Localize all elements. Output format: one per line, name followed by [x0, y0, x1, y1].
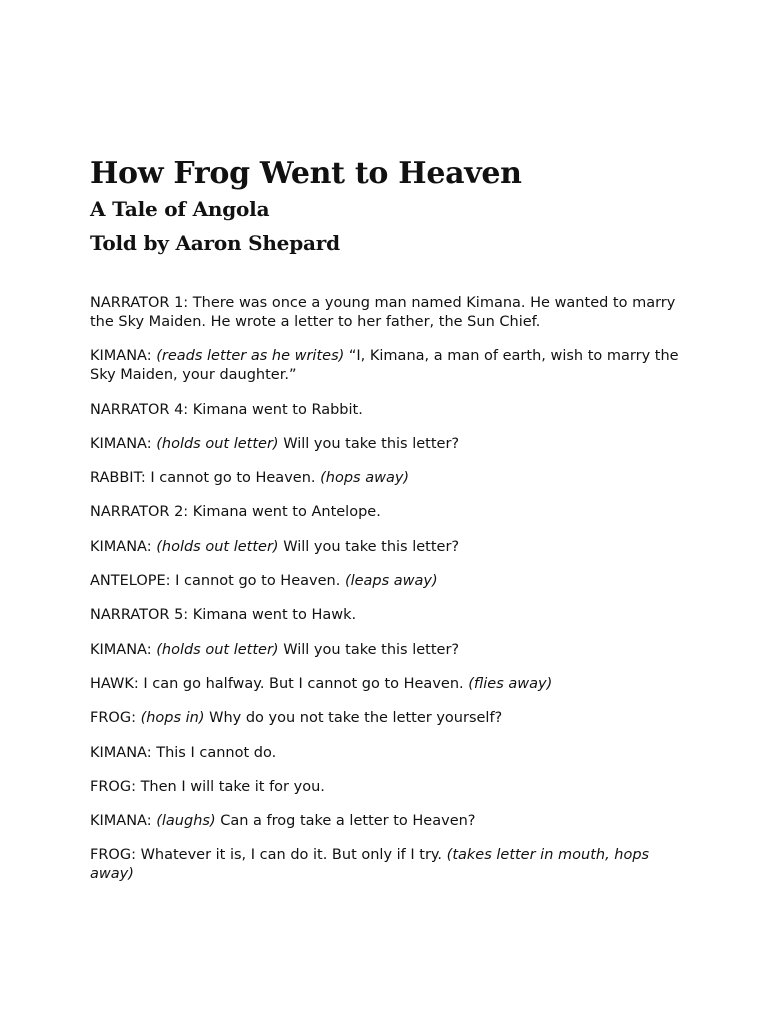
script-line	[90, 435, 680, 454]
dialogue-text: Then I will take it for you.	[140, 778, 325, 795]
script-line	[90, 641, 680, 660]
script-line	[90, 812, 680, 831]
script-line	[90, 347, 680, 385]
stage-direction: (laughs)	[156, 813, 216, 830]
stage-direction: (reads letter as he writes)	[156, 348, 345, 365]
document-page	[90, 152, 680, 900]
speaker-label: HAWK:	[90, 675, 139, 692]
speaker-label: FROG:	[90, 778, 136, 795]
dialogue-text: Why do you not take the letter yourself?	[209, 710, 503, 727]
speaker-label: KIMANA:	[90, 744, 152, 761]
dialogue-text: Kimana went to Rabbit.	[192, 401, 363, 418]
dialogue-text: This I cannot do.	[156, 744, 277, 761]
dialogue-text: Whatever it is, I can do it. But only if I try.	[140, 847, 443, 864]
dialogue-text: Will you take this letter?	[283, 641, 460, 658]
stage-direction: (flies away)	[468, 675, 553, 692]
dialogue-text: “I, Kimana, a man of earth, wish to marry the Sky Maiden, your daughter.”	[90, 348, 679, 384]
stage-direction: (holds out letter)	[156, 435, 279, 452]
speaker-label: KIMANA:	[90, 538, 152, 555]
script-line	[90, 744, 680, 763]
speaker-label: KIMANA:	[90, 348, 152, 365]
script-line	[90, 778, 680, 797]
stage-direction: (holds out letter)	[156, 538, 279, 555]
script-line	[90, 503, 680, 522]
speaker-label: RABBIT:	[90, 470, 146, 487]
dialogue-text: Kimana went to Hawk.	[192, 607, 357, 624]
script-body	[90, 294, 680, 884]
speaker-label: NARRATOR 2:	[90, 504, 189, 521]
speaker-label: ANTELOPE:	[90, 573, 171, 590]
speaker-label: NARRATOR 5:	[90, 607, 189, 624]
script-line	[90, 846, 680, 884]
script-line	[90, 294, 680, 332]
document-title: How Frog Went to Heaven	[90, 156, 522, 191]
dialogue-text: Kimana went to Antelope.	[192, 504, 381, 521]
document-subtitle: A Tale of Angola	[90, 197, 270, 221]
speaker-label: KIMANA:	[90, 641, 152, 658]
stage-direction: (hops in)	[140, 710, 205, 727]
dialogue-text: Will you take this letter?	[283, 435, 460, 452]
dialogue-text: Will you take this letter?	[283, 538, 460, 555]
script-line	[90, 709, 680, 728]
dialogue-text: I cannot go to Heaven.	[175, 573, 341, 590]
script-line	[90, 401, 680, 420]
script-line	[90, 606, 680, 625]
speaker-label: FROG:	[90, 847, 136, 864]
stage-direction: (takes letter in mouth, hops away)	[90, 847, 650, 883]
script-line	[90, 469, 680, 488]
script-line	[90, 538, 680, 557]
script-line	[90, 572, 680, 591]
stage-direction: (leaps away)	[344, 573, 438, 590]
dialogue-text: I can go halfway. But I cannot go to Heaven.	[143, 675, 464, 692]
speaker-label: FROG:	[90, 710, 136, 727]
stage-direction: (hops away)	[320, 470, 410, 487]
speaker-label: NARRATOR 4:	[90, 401, 189, 418]
dialogue-text: I cannot go to Heaven.	[150, 470, 316, 487]
speaker-label: KIMANA:	[90, 813, 152, 830]
stage-direction: (holds out letter)	[156, 641, 279, 658]
dialogue-text: There was once a young man named Kimana. He wanted to marry the Sky Maiden. He wrote a letter to her father, the Sun Chief.	[90, 295, 676, 330]
script-line	[90, 675, 680, 694]
speaker-label: KIMANA:	[90, 435, 152, 452]
dialogue-text: Can a frog take a letter to Heaven?	[220, 813, 476, 830]
speaker-label: NARRATOR 1:	[90, 295, 189, 311]
document-author: Told by Aaron Shepard	[90, 231, 340, 255]
